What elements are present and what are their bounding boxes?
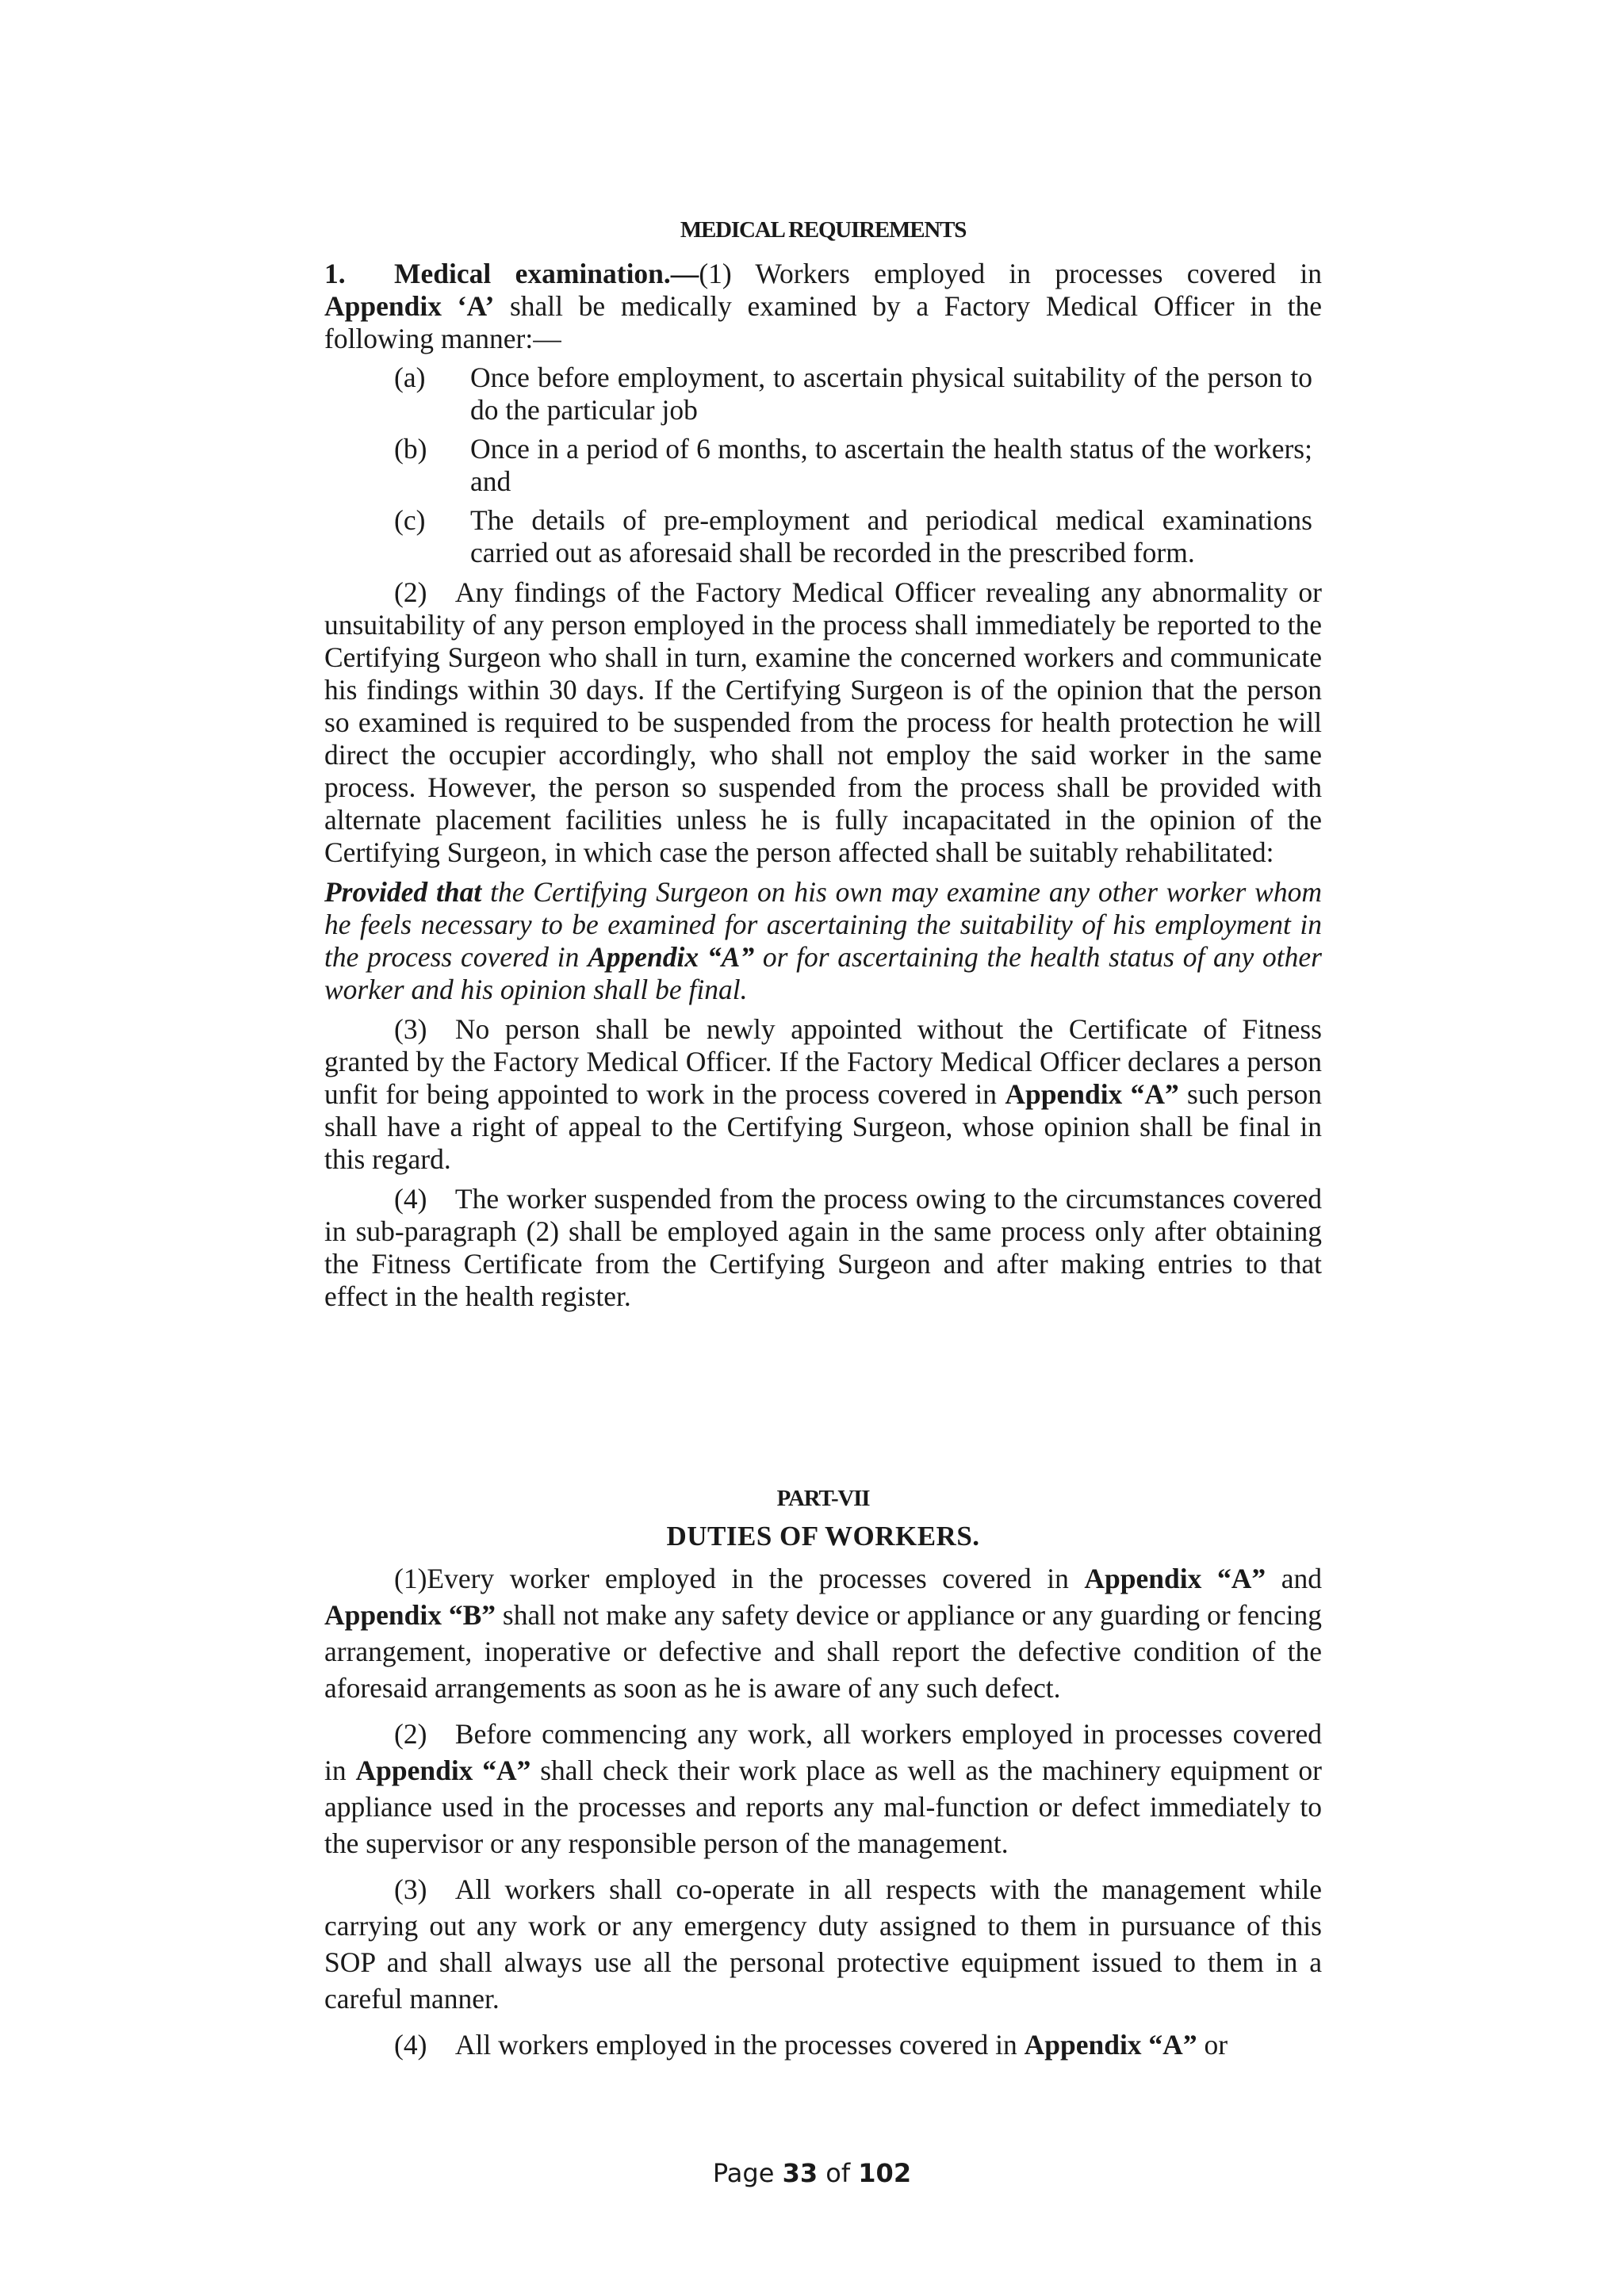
appendix-reference: Appendix ‘A’ xyxy=(324,290,495,322)
appendix-reference: Appendix “A” xyxy=(588,941,755,973)
appendix-reference: Appendix “B” xyxy=(324,1599,496,1631)
duty-2-pre: (2) Before commencing any work, all workers employed in processes covered in xyxy=(324,1718,1322,1786)
examination-list xyxy=(324,362,1322,569)
intro-text-pre: (1) Workers employed in processes covered in xyxy=(699,258,1322,289)
appendix-reference: Appendix “A” xyxy=(1005,1078,1179,1110)
paragraph-4: (4) The worker suspended from the process owing to the circumstances covered in sub-paragraph (2) shall be employed again in the same process only after obtaining the Fitness Certificate from the Certifying Surgeon and after making entries to that effect in the health register. xyxy=(324,1183,1322,1312)
duty-paragraph-1 xyxy=(324,1560,1322,1706)
appendix-reference: Appendix “A” xyxy=(1024,2029,1197,2061)
list-marker: (a) xyxy=(394,362,426,393)
paragraph-3 xyxy=(324,1013,1322,1176)
list-item-text: Once in a period of 6 months, to ascertain the health status of the workers; and xyxy=(470,433,1312,497)
duties-section xyxy=(324,1560,1322,2063)
appendix-reference: Appendix “A” xyxy=(1084,1563,1266,1594)
part-label: PART-VII xyxy=(776,1486,870,1511)
page-prefix: Page xyxy=(712,2158,783,2188)
duty-paragraph-3: (3) All workers shall co-operate in all respects with the management while carrying out any work or any emergency duty assigned to them in pursuance of this SOP and shall always use all the personal protective equipment issued to them in a careful manner. xyxy=(324,1873,1322,2015)
duty-1-mid: and xyxy=(1266,1563,1322,1594)
section-number: 1. xyxy=(324,258,346,289)
list-item xyxy=(324,504,1322,569)
section-spacer xyxy=(324,1313,1322,1483)
duty-1-post: shall not make any safety device or appliance or any guarding or fencing arrangement, inoperative or defective and shall report the defective condition of the aforesaid arrangements as soon as he is aware of any such defect. xyxy=(324,1599,1322,1704)
duty-1-pre: (1)Every worker employed in the processes covered in xyxy=(394,1563,1085,1594)
proviso-text-post: or for ascertaining the health status of any other worker and his opinion shall be final. xyxy=(324,941,1322,1005)
proviso-text-pre: the Certifying Surgeon on his own may examine any other worker whom he feels necessary to be examined for ascertaining the suitability of his employment in the process covered in xyxy=(324,876,1322,973)
list-marker: (c) xyxy=(394,504,426,536)
part-title: DUTIES OF WORKERS. xyxy=(666,1521,980,1552)
list-item xyxy=(324,433,1322,498)
duty-paragraph-4 xyxy=(324,2026,1322,2063)
intro-text-post: shall be medically examined by a Factory Medical Officer in the following manner:— xyxy=(324,290,1322,354)
current-page-number: 33 xyxy=(782,2158,818,2188)
list-item-text: The details of pre-employment and periodical medical examinations carried out as aforesaid shall be recorded in the prescribed form. xyxy=(470,504,1312,568)
document-page xyxy=(324,214,1322,2063)
page-footer xyxy=(0,2158,1624,2188)
section-title: MEDICAL REQUIREMENTS xyxy=(680,217,967,243)
proviso-lead: Provided that xyxy=(324,876,482,908)
paragraph-3-post: such person shall have a right of appeal to the Certifying Surgeon, whose opinion shall be final in this regard. xyxy=(324,1078,1323,1175)
list-item xyxy=(324,362,1322,427)
total-page-count: 102 xyxy=(858,2158,912,2188)
duty-paragraph-2 xyxy=(324,1716,1322,1862)
proviso-paragraph xyxy=(324,876,1322,1006)
duty-2-post: shall check their work place as well as the machinery equipment or appliance used in the processes and reports any mal-function or defect immediately to the supervisor or any responsible person of the management. xyxy=(324,1755,1322,1859)
paragraph-3-pre: (3) No person shall be newly appointed without the Certificate of Fitness granted by the Factory Medical Officer. If the Factory Medical Officer declares a person unfit for being appointed to work in the process covered in xyxy=(324,1013,1322,1110)
section-1-intro xyxy=(324,258,1322,355)
duty-4-pre: (4) All workers employed in the processes covered in xyxy=(394,2029,1025,2061)
appendix-reference: Appendix “A” xyxy=(355,1755,531,1786)
list-marker: (b) xyxy=(394,433,427,465)
section-heading: Medical examination.— xyxy=(394,258,699,289)
duty-4-post: or xyxy=(1197,2029,1228,2061)
page-of: of xyxy=(818,2158,859,2188)
paragraph-2: (2) Any findings of the Factory Medical Officer revealing any abnormality or unsuitability of any person employed in the process shall immediately be reported to the Certifying Surgeon who shall in turn, examine the concerned workers and communicate his findings within 30 days. If the Certifying Surgeon is of the opinion that the person so examined is required to be suspended from the process for health protection he will direct the occupier accordingly, who shall not employ the said worker in the same process. However, the person so suspended from the process shall be provided with alternate placement facilities unless he is fully incapacitated in the opinion of the Certifying Surgeon, in which case the person affected shall be suitably rehabilitated: xyxy=(324,576,1322,868)
list-item-text: Once before employment, to ascertain physical suitability of the person to do the particular job xyxy=(470,362,1312,426)
